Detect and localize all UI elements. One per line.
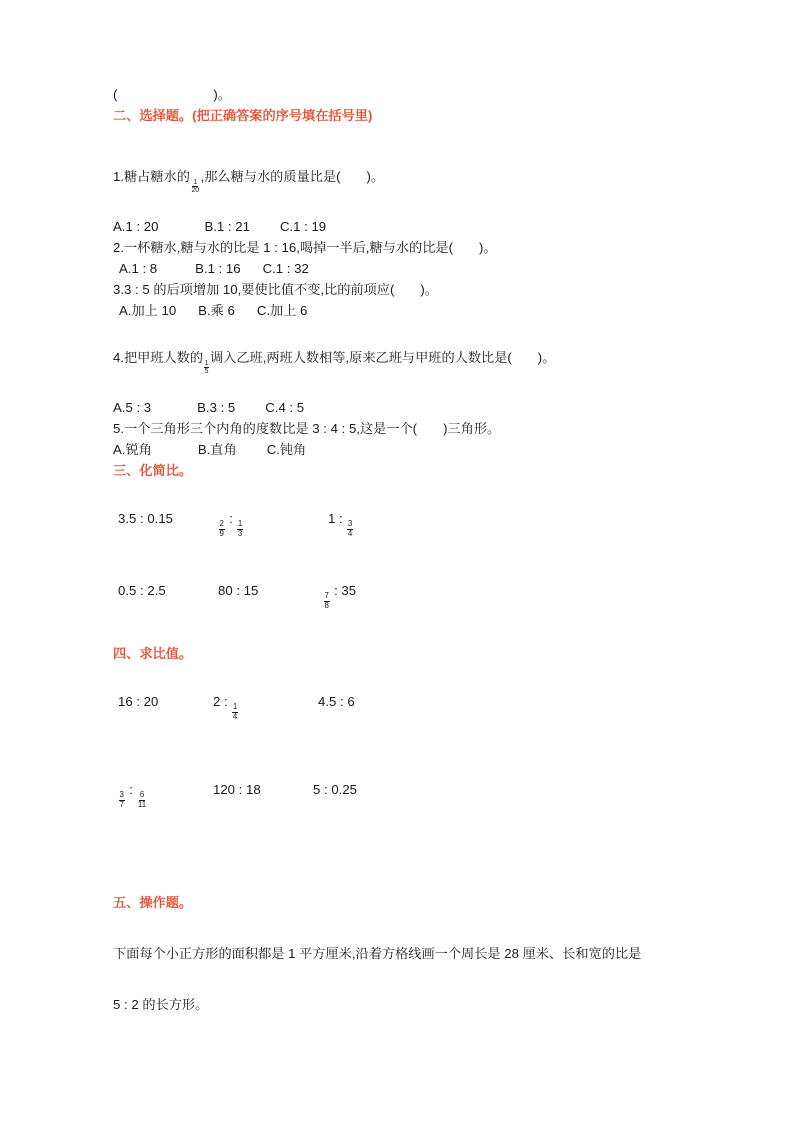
expr-3-1-2-fraction-right	[237, 520, 243, 537]
section-2-heading	[113, 105, 683, 126]
question-4-text-c: )。	[537, 349, 556, 365]
section-3-row-1	[113, 507, 683, 538]
expr-4-1-2-left: 2 :	[213, 693, 232, 709]
section-3-heading	[113, 460, 683, 481]
expr-3-2-3-den: 8	[324, 600, 329, 610]
question-5-number: 5.	[113, 420, 124, 436]
question-3-options	[113, 300, 683, 321]
section-3-index: 三、	[113, 462, 140, 478]
expr-3-1-1-text: 3.5 : 0.15	[118, 510, 173, 526]
question-4-option-b[interactable]: B.3 : 5	[197, 399, 236, 415]
question-2-text-c: )。	[478, 239, 497, 255]
expr-3-1-2-fraction-left	[219, 520, 225, 537]
expr-4-2-2-text: 120 : 18	[213, 781, 261, 797]
carryover-answer-blank	[113, 84, 683, 105]
expr-3-1-3-fraction	[347, 520, 353, 537]
question-2-number: 2.	[113, 239, 124, 255]
question-4-fraction-numerator: 1	[204, 359, 209, 367]
question-1-number: 1.	[113, 169, 124, 184]
question-4-options	[113, 397, 683, 418]
question-1-option-b[interactable]: B.1 : 21	[204, 218, 250, 234]
expr-3-2-1	[118, 579, 166, 603]
question-1-text-c: )。	[366, 169, 385, 184]
expr-3-2-2	[218, 579, 258, 603]
question-5-text-a: 一个三角形三个内角的度数比是 3 : 4 : 5,这是一个(	[124, 420, 418, 436]
expr-3-1-2-den-left: 9	[219, 528, 224, 538]
question-5-option-b[interactable]: B.直角	[197, 441, 237, 457]
expr-3-1-3-left: 1 :	[328, 510, 347, 526]
expr-4-1-3-text: 4.5 : 6	[318, 693, 355, 709]
question-1-options	[113, 216, 683, 237]
question-2-text-a: 一杯糖水,糖与水的比是 1 : 16,喝掉一半后,糖与水的比是(	[124, 239, 453, 255]
expr-4-2-3-text: 5 : 0.25	[313, 781, 357, 797]
section-3-title: 化简比。	[139, 462, 193, 478]
question-2-text	[113, 237, 683, 258]
section-4-row-2	[113, 778, 683, 809]
question-2-option-a[interactable]: A.1 : 8	[119, 260, 158, 276]
expr-4-1-2	[213, 690, 239, 721]
expr-3-2-2-text: 80 : 15	[218, 582, 259, 598]
expr-3-1-2	[218, 507, 244, 538]
expr-3-1-2-num-right: 1	[237, 519, 243, 529]
question-4-fraction-denominator: 5	[204, 367, 209, 375]
question-1-option-a[interactable]: A.1 : 20	[113, 218, 159, 234]
question-4-text-a: 把甲班人数的	[124, 349, 204, 365]
expr-4-1-1	[118, 690, 158, 714]
question-3-option-a[interactable]: A.加上 10	[119, 302, 177, 318]
expr-3-1-2-separator: :	[225, 510, 237, 526]
question-1-option-c[interactable]: C.1 : 19	[279, 218, 327, 234]
section-4-row-1	[113, 690, 683, 721]
section-2-note: (把正确答案的序号填在括号里)	[192, 108, 373, 123]
expr-4-2-1	[118, 778, 148, 809]
question-5-option-c[interactable]: C.钝角	[266, 441, 307, 457]
question-1-text-a: 糖占糖水的	[124, 169, 190, 184]
expr-4-2-1-den-right: 11	[137, 799, 147, 809]
question-1-fraction-numerator: 1	[193, 178, 198, 186]
question-5-text	[113, 418, 683, 439]
expr-3-1-2-num-left: 2	[219, 519, 224, 529]
expr-3-1-2-den-right: 3	[237, 528, 243, 538]
section-2-index: 二、	[113, 108, 140, 123]
expr-4-2-1-fraction-right	[137, 791, 147, 808]
question-3-text-a: 3 : 5 的后项增加 10,要使比值不变,比的前项应(	[124, 281, 395, 297]
question-5-options	[113, 439, 683, 460]
section-4-index: 四、	[113, 645, 140, 661]
question-3-text-c: )。	[420, 281, 438, 297]
expr-3-1-1	[118, 507, 173, 531]
question-4-text	[113, 347, 683, 375]
carryover-open-paren: (	[113, 87, 118, 102]
section-4-title: 求比值。	[139, 645, 193, 661]
question-2-option-b[interactable]: B.1 : 16	[195, 260, 241, 276]
expr-3-1-3	[328, 507, 354, 538]
carryover-period: 。	[217, 87, 231, 102]
expr-4-2-3	[313, 778, 357, 802]
question-2-option-c[interactable]: C.1 : 32	[262, 260, 309, 276]
question-3-text	[113, 279, 683, 300]
question-2-options	[113, 258, 683, 279]
question-3-option-c[interactable]: C.加上 6	[256, 302, 308, 318]
section-5-title: 操作题。	[139, 894, 193, 910]
expr-4-1-2-den: 4	[232, 711, 238, 721]
expr-4-2-1-separator: :	[125, 781, 137, 797]
expr-4-2-2	[213, 778, 261, 802]
section-3-row-2	[113, 579, 683, 610]
worksheet-content	[113, 84, 683, 1015]
section-5-index: 五、	[113, 894, 140, 910]
question-1-fraction	[190, 179, 200, 194]
question-4-text-b: 调入乙班,两班人数相等,原来乙班与甲班的人数比是(	[209, 349, 512, 365]
expr-3-1-3-den: 4	[347, 528, 353, 538]
section-5-body-line-1: 下面每个小正方形的面积都是 1 平方厘米,沿着方格线画一个周长是 28 厘米、长和宽的比是	[113, 945, 642, 961]
section-2-title: 选择题。	[139, 108, 193, 123]
section-5-body-line-2: 5 : 2 的长方形。	[113, 996, 209, 1012]
expr-3-2-3-fraction	[324, 592, 330, 609]
expr-3-1-3-num: 3	[347, 519, 353, 529]
question-4-option-a[interactable]: A.5 : 3	[113, 399, 152, 415]
question-3-number: 3.	[113, 281, 124, 297]
question-5-text-c: )三角形。	[443, 420, 501, 436]
expr-4-1-2-num: 1	[232, 702, 238, 712]
expr-4-2-1-fraction-left	[119, 791, 125, 808]
expr-3-2-3-num: 7	[324, 591, 329, 601]
carryover-close-paren: )	[213, 87, 218, 102]
expr-4-2-1-num-right: 6	[139, 790, 145, 800]
question-4-fraction	[204, 360, 210, 375]
question-1-fraction-denominator: 20	[191, 186, 200, 194]
expr-3-2-3-right: : 35	[330, 582, 357, 598]
question-1-text	[113, 166, 683, 194]
section-5-heading	[113, 892, 683, 913]
expr-4-1-2-fraction	[232, 703, 238, 720]
expr-4-2-1-num-left: 3	[119, 790, 124, 800]
question-3-option-b[interactable]: B.乘 6	[198, 302, 235, 318]
question-1-text-b: ,那么糖与水的质量比是(	[200, 169, 341, 184]
expr-3-2-3	[323, 579, 356, 610]
expr-4-1-3	[318, 690, 355, 714]
expr-3-2-1-text: 0.5 : 2.5	[118, 582, 166, 598]
question-4-number: 4.	[113, 349, 124, 365]
section-4-heading	[113, 643, 683, 664]
expr-4-1-1-text: 16 : 20	[118, 693, 159, 709]
question-4-option-c[interactable]: C.4 : 5	[265, 399, 305, 415]
expr-4-2-1-den-left: 7	[119, 799, 124, 809]
question-5-option-a[interactable]: A.锐角	[113, 441, 152, 457]
